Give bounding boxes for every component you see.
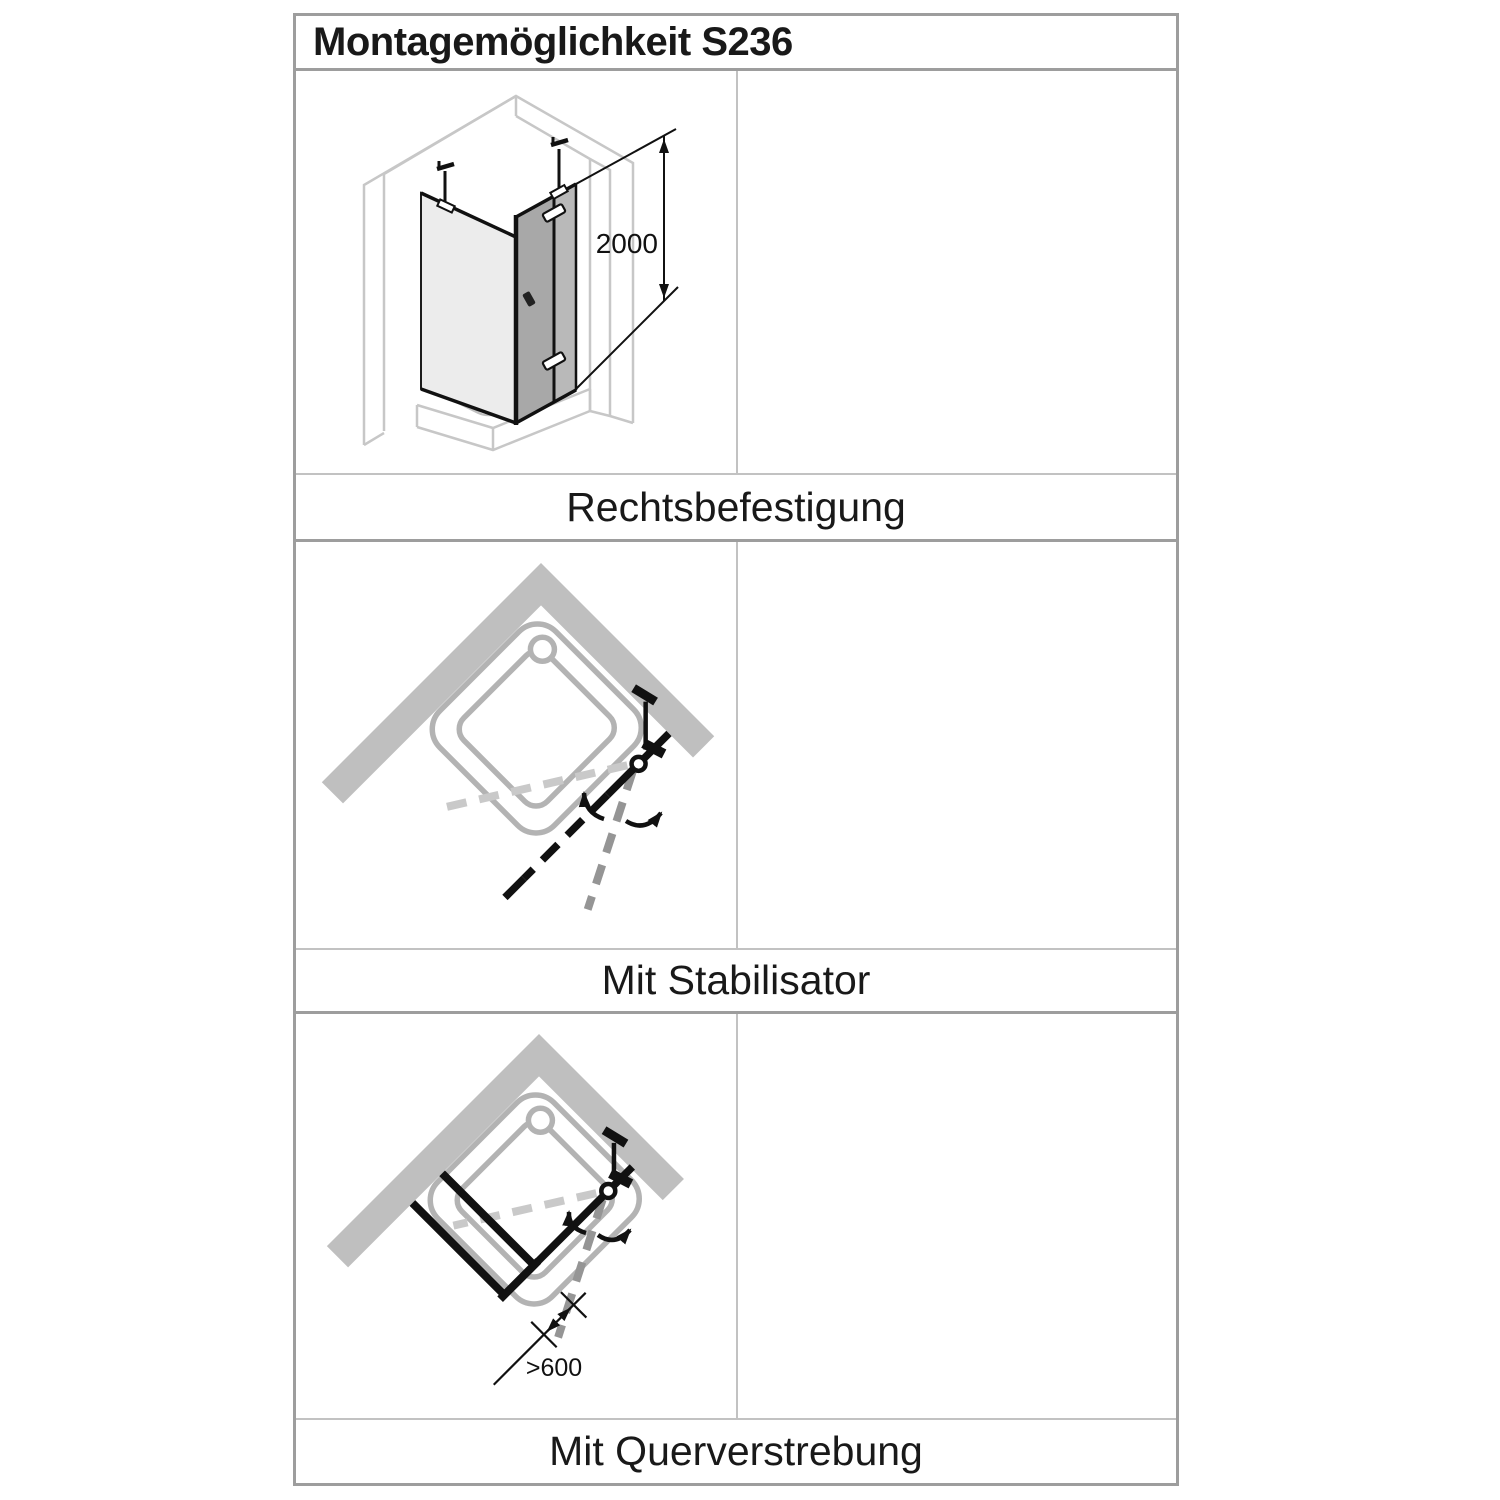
- top-view-crossbrace-diagram: [296, 1014, 738, 1418]
- height-dimension: [576, 129, 678, 389]
- section-querverstrebung-row: [296, 1014, 1176, 1418]
- empty-cell-2: [738, 542, 1176, 948]
- ceiling-rod-left: [437, 161, 454, 204]
- spec-table: [293, 13, 1179, 1486]
- page-title: Montagemöglichkeit S236: [296, 16, 1176, 71]
- empty-cell-1: [738, 71, 1176, 473]
- isometric-shower-svg: [296, 71, 736, 473]
- caption-rechtsbefestigung: Rechtsbefestigung: [296, 473, 1176, 542]
- glass-panels: [421, 184, 576, 425]
- section-stabilisator-row: [296, 542, 1176, 948]
- height-dimension-label: 2000: [595, 228, 658, 259]
- isometric-shower-diagram: [296, 71, 738, 473]
- caption-stabilisator: Mit Stabilisator: [296, 948, 1176, 1014]
- section-rechtsbefestigung-row: [296, 71, 1176, 473]
- top-view-stabilizer-svg: [296, 542, 736, 948]
- top-view-stabilizer-diagram: [296, 542, 738, 948]
- empty-cell-3: [738, 1014, 1176, 1418]
- caption-querverstrebung: Mit Querverstrebung: [296, 1418, 1176, 1483]
- min-width-dimension-label: >600: [525, 1354, 583, 1382]
- top-view-crossbrace-svg: [296, 1014, 736, 1418]
